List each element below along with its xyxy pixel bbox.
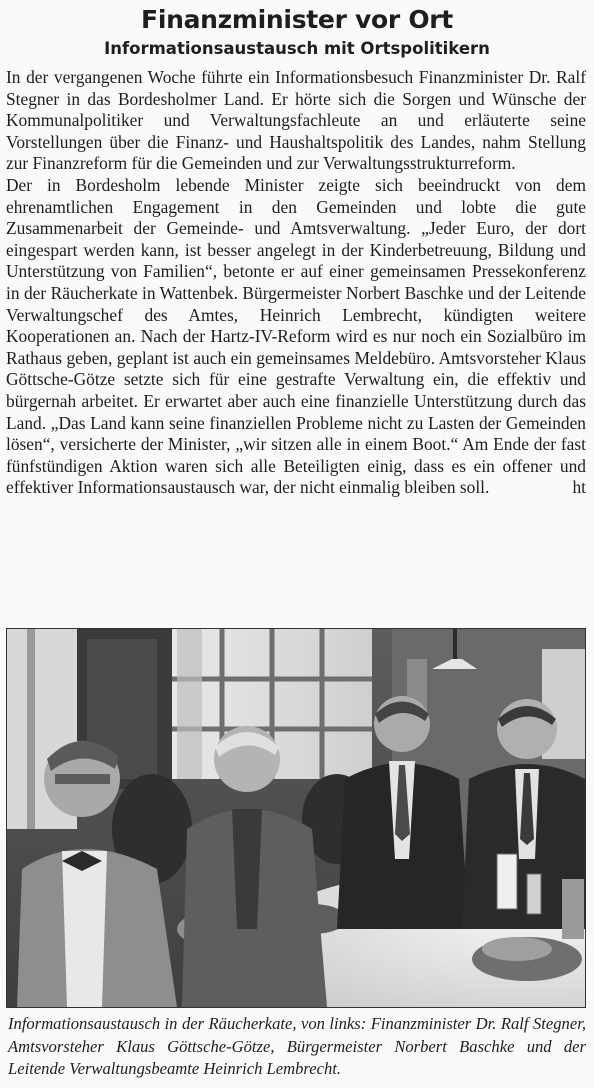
group-photo-illustration xyxy=(7,629,585,1007)
article-headline: Finanzminister vor Ort xyxy=(141,5,453,34)
photo-caption: Informationsaustausch in der Räucherkate, von links: Finanzminister Dr. Ralf Stegner, Amtsvorsteher Klaus Göttsche-Götze, Bürgermeister Norbert Baschke und der Leitende Verwaltungsbeamte Heinrich Lembrecht. xyxy=(8,1014,586,1078)
article-paragraph-2 xyxy=(6,175,586,499)
article-paragraph-1: In der vergangenen Woche führte ein Informationsbesuch Finanzminister Dr. Ralf Stegner in das Bordesholmer Land. Er hörte sich die Sorgen und Wünsche der Kommunalpolitiker und Verwaltungsfachleute an und erläuterte seine Vorstellungen über die Finanz- und Haushaltspolitik des Landes, nahm Stellung zur Finanzreform für die Gemeinden und zur Verwaltungsstrukturreform. xyxy=(6,67,586,174)
article-photo xyxy=(6,628,586,1008)
author-initials: ht xyxy=(572,477,586,498)
article-subheadline: Informationsaustausch mit Ortspolitikern xyxy=(104,39,490,58)
article-body xyxy=(6,67,586,499)
article-paragraph-2-text: Der in Bordesholm lebende Minister zeigte sich beeindruckt von dem ehrenamtlichen Engagement in den Gemeinden und lobte die gute Zusammenarbeit der Gemeinde- und Amtsverwaltung. „Jeder Euro, der dort eingespart werden kann, ist besser angelegt in der Kinderbetreuung, Bildung und Unterstützung von Familien“, betonte er auf einer gemeinsamen Pressekonferenz in der Räucherkate in Wattenbek. Bürgermeister Norbert Baschke und der Leitende Verwaltungschef des Amtes, Heinrich Lembrecht, kündigten weitere Kooperationen an. Nach der Hartz-IV-Reform wird es nur noch ein Sozialbüro im Rathaus geben, geplant ist auch ein gemeinsames Meldebüro. Amtsvorsteher Klaus Göttsche-Götze setzte sich für eine gestrafte Verwaltung ein, die effektiv und bürgernah arbeitet. Er erwartet aber auch eine finanzielle Unterstützung durch das Land. „Das Land kann seine finanziellen Probleme nicht zu Lasten der Gemeinden lösen“, versicherte der Minister, „wir sitzen alle in einem Boot.“ Am Ende der fast fünfstündigen Aktion waren sich alle Beteiligten einig, dass es ein offener und effektiver Informationsaustausch war, der nicht einmalig bleiben soll. xyxy=(6,174,586,498)
